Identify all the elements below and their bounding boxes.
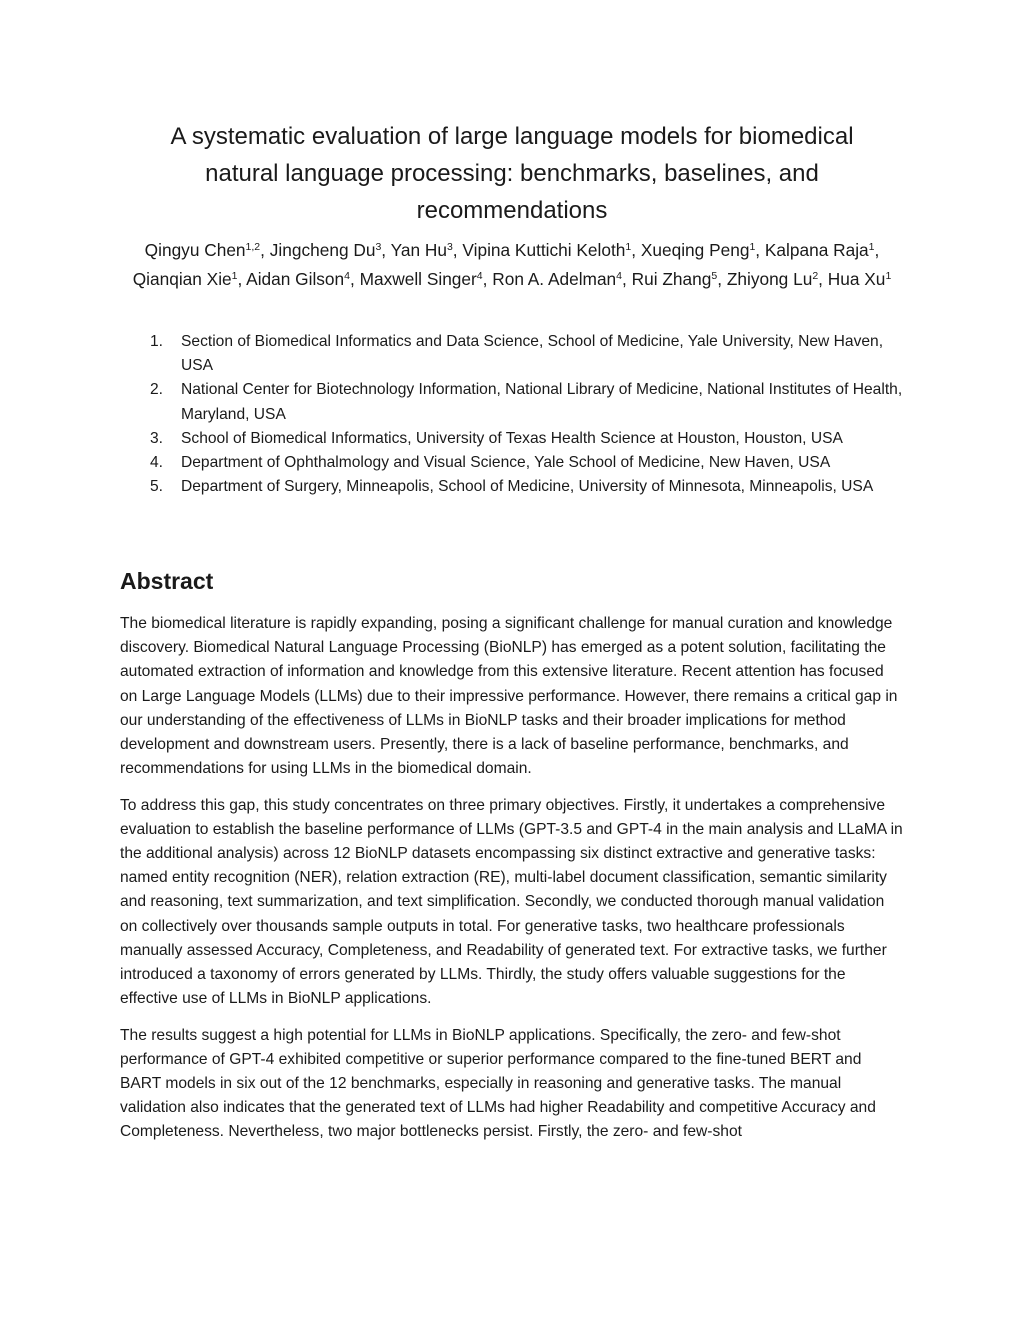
author: Kalpana Raja$^1$ <box>764 240 875 260</box>
author: Qingyu Chen$^{1,2}$ <box>144 240 261 260</box>
author: Maxwell Singer$^4$ <box>359 269 483 289</box>
affiliation-number: 5. <box>150 478 164 496</box>
author: Vipina Kuttichi Keloth$^1$ <box>462 240 632 260</box>
abstract-heading: Abstract <box>120 568 214 594</box>
title-line: recommendations <box>416 197 608 224</box>
affiliation-number: 4. <box>150 454 164 472</box>
abstract-paragraph: The biomedical literature is rapidly expanding, posing a significant challenge for manual curation and knowledge discovery. Biomedical Natural Language Processing (BioNLP) has emerged as a potent solution, facilitating the automated extraction of information and knowledge from this extensive literature. Recent attention has focused on Large Language Models (LLMs) due to their impressive performance. However, there remains a critical gap in our understanding of the effectiveness of LLMs in BioNLP tasks and their broader implications for method development and downstream users. Presently, there is a lack of baseline performance, benchmarks, and recommendations for using LLMs in the biomedical domain. <box>120 615 898 778</box>
author: Ron A. Adelman$^4$ <box>492 269 623 289</box>
title-line: A systematic evaluation of large language models for biomedical <box>170 123 854 150</box>
author: Hua Xu$^1$ <box>827 269 892 289</box>
author: Xueqing Peng$^1$ <box>640 240 756 260</box>
affiliation-item <box>150 378 910 426</box>
affiliation-number: 1. <box>150 333 164 350</box>
affiliation-item <box>150 475 910 499</box>
affiliation-text: Department of Ophthalmology and Visual Science, Yale School of Medicine, New Haven, USA <box>181 454 831 472</box>
affiliation-number: 3. <box>150 429 164 447</box>
title-line: natural language processing: benchmarks, baselines, and <box>205 160 819 187</box>
affiliation-text: School of Biomedical Informatics, University of Texas Health Science at Houston, Houston, USA <box>181 429 843 447</box>
author: Aidan Gilson$^4$ <box>246 269 350 289</box>
affiliation-item <box>150 451 910 475</box>
author-list: Qingyu Chen$^{1,2}$, Jingcheng Du$^3$, Yan Hu$^3$, Vipina Kuttichi Keloth$^1$, Xueqing Peng$^1$, Kalpana Raja$^1$, Qianqian Xie$^1$, Aidan Gilson$^4$, Maxwell Singer$^4$, Ron A. Adelman$^4$, Rui Zhang$^5$, Zhiyong Lu$^2$, Hua Xu$^1$ <box>132 240 892 289</box>
affiliation-item <box>150 427 910 451</box>
abstract-body <box>120 612 904 1157</box>
affiliation-text: Section of Biomedical Informatics and Data Science, School of Medicine, Yale University, New Haven, USA <box>181 333 884 375</box>
author: Zhiyong Lu$^2$ <box>726 269 819 289</box>
abstract-paragraph: To address this gap, this study concentrates on three primary objectives. Firstly, it undertakes a comprehensive evaluation to establish the baseline performance of LLMs (GPT-3.5 and GPT-4 in the main analysis and LLaMA in the additional analysis) across 12 BioNLP datasets encompassing six distinct extractive and generative tasks: named entity recognition (NER), relation extraction (RE), multi-label document classification, semantic similarity and reasoning, text summarization, and text simplification. Secondly, we conducted thorough manual validation on collectively over thousands sample outputs in total. For generative tasks, two healthcare professionals manually assessed Accuracy, Completeness, and Readability of generated text. For extractive tasks, we further introduced a taxonomy of errors generated by LLMs. Thirdly, the study offers valuable suggestions for the effective use of LLMs in BioNLP applications. <box>120 796 903 1008</box>
affiliation-item <box>150 330 910 378</box>
affiliation-list <box>150 330 910 499</box>
affiliation-text: Department of Surgery, Minneapolis, School of Medicine, University of Minnesota, Minneapolis, USA <box>181 478 874 496</box>
affiliation-number: 2. <box>150 381 164 399</box>
author: Jingcheng Du$^3$ <box>269 240 382 260</box>
abstract-paragraph: The results suggest a high potential for LLMs in BioNLP applications. Specifically, the zero- and few-shot performance of GPT-4 exhibited competitive or superior performance compared to the fine-tuned BERT and BART models in six out of the 12 benchmarks, especially in reasoning and generative tasks. The manual validation also indicates that the generated text of LLMs had higher Readability and competitive Accuracy and Completeness. Nevertheless, two major bottlenecks persist. Firstly, the zero- and few-shot <box>120 1026 876 1141</box>
paper-title <box>150 118 874 229</box>
author: Yan Hu$^3$ <box>390 240 453 260</box>
author: Qianqian Xie$^1$ <box>132 269 238 289</box>
author: Rui Zhang$^5$ <box>631 269 718 289</box>
affiliation-text: National Center for Biotechnology Information, National Library of Medicine, National Institutes of Health, Maryland, USA <box>181 381 903 423</box>
